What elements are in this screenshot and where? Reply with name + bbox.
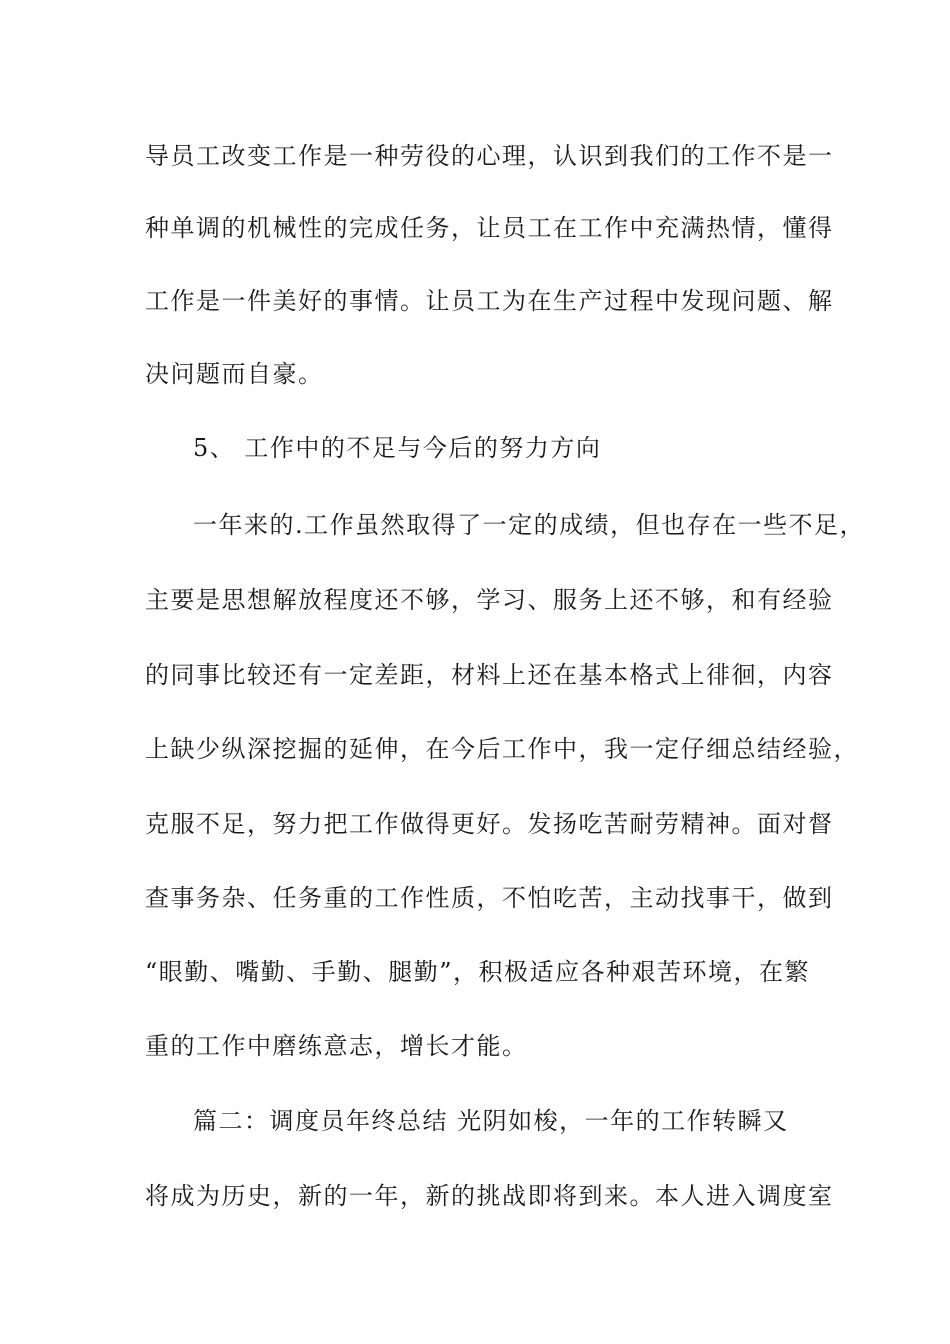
paragraph-line-11: “眼勤、嘴勤、手勤、腿勤”，积极适应各种艰苦环境，在繁: [145, 958, 811, 986]
paragraph-line-5: 一年来的.工作虽然取得了一定的成绩，但也存在一些不足，: [193, 511, 866, 539]
paragraph-line-3: 工作是一件美好的事情。让员工为在生产过程中发现问题、解: [145, 287, 834, 315]
paragraph-line-6: 主要是思想解放程度还不够，学习、服务上还不够，和有经验: [145, 586, 834, 614]
paragraph-line-7: 的同事比较还有一定差距，材料上还在基本格式上徘徊，内容: [145, 661, 834, 689]
paragraph-line-10: 查事务杂、任务重的工作性质，不怕吃苦，主动找事干，做到: [145, 884, 834, 912]
paragraph-line-4: 决问题而自豪。: [145, 360, 324, 388]
paragraph-line-8: 上缺少纵深挖掘的延伸，在今后工作中，我一定仔细总结经验，: [145, 735, 859, 763]
section-heading: 5、 工作中的不足与今后的努力方向: [193, 434, 602, 462]
paragraph-line-13: 将成为历史，新的一年，新的挑战即将到来。本人进入调度室: [145, 1182, 834, 1210]
chapter-heading-line: 篇二：调度员年终总结 光阴如梭，一年的工作转瞬又: [193, 1107, 789, 1135]
paragraph-line-2: 种单调的机械性的完成任务，让员工在工作中充满热情，懂得: [145, 214, 834, 242]
paragraph-line-9: 克服不足，努力把工作做得更好。发扬吃苦耐劳精神。面对督: [145, 810, 834, 838]
paragraph-line-1: 导员工改变工作是一种劳役的心理，认识到我们的工作不是一: [145, 142, 834, 170]
paragraph-line-12: 重的工作中磨练意志，增长才能。: [145, 1032, 528, 1060]
